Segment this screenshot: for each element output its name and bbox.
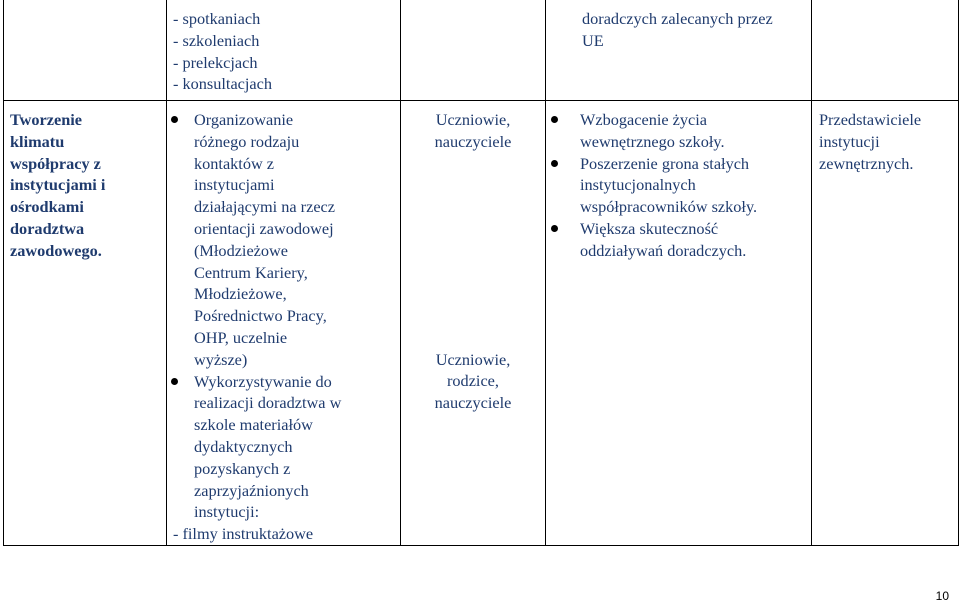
text-line: instytucjami	[194, 175, 275, 195]
text-line: wyższe)	[194, 349, 248, 369]
goal-title-line: Tworzenie	[10, 110, 83, 129]
text-line: różnego rodzaju	[194, 131, 300, 151]
cell-recipients-top	[401, 0, 546, 101]
text-line: - szkoleniach	[173, 30, 260, 50]
text-line: instytucji:	[194, 502, 260, 522]
text-line: - prelekcjach	[173, 52, 258, 72]
text-line: nauczyciele	[434, 393, 512, 413]
list-item	[580, 153, 805, 218]
text-line: rodzice,	[447, 371, 499, 391]
text-line: nauczyciele	[434, 131, 512, 151]
bullet-icon	[551, 116, 558, 123]
table-row-continued	[4, 0, 959, 101]
text-line: działającymi na rzecz	[194, 197, 336, 217]
page-number: 10	[935, 589, 949, 603]
goal-title-line: zawodowego.	[10, 240, 102, 260]
text-line: Wzbogacenie życia	[580, 110, 707, 129]
text-line: dydaktycznych	[194, 436, 293, 456]
cell-recipients	[401, 101, 546, 546]
text-line: OHP, uczelnie	[194, 327, 288, 347]
cell-effects	[546, 101, 812, 546]
text-line: szkole materiałów	[194, 415, 313, 435]
text-line: Uczniowie,	[435, 349, 511, 369]
text-line: zewnętrznych.	[819, 153, 914, 173]
bullet-icon	[551, 225, 558, 232]
text-line: - spotkaniach	[173, 9, 261, 28]
table-row-cooperation	[4, 101, 959, 546]
text-line: (Młodzieżowe	[194, 240, 289, 260]
list-item	[194, 109, 394, 371]
goal-title-line: instytucjami i	[10, 175, 106, 195]
text-line: Poszerzenie grona stałych	[580, 153, 750, 173]
cell-actions	[167, 101, 401, 546]
text-line: Przedstawiciele	[819, 110, 922, 129]
text-line: Uczniowie,	[435, 110, 511, 129]
text-line: Centrum Kariery,	[194, 262, 308, 282]
text-line: kontaktów z	[194, 153, 275, 173]
text-line: Wykorzystywanie do	[194, 371, 332, 391]
text-line: Młodzieżowe,	[194, 284, 287, 304]
cell-goal	[4, 101, 167, 546]
text-line: oddziaływań doradczych.	[580, 240, 747, 260]
plan-table	[3, 0, 959, 546]
list-item	[580, 218, 805, 262]
text-line: instytucji	[819, 131, 880, 151]
list-item	[194, 371, 394, 524]
bullet-icon	[171, 116, 178, 123]
cell-actions-top	[167, 0, 401, 101]
goal-title-line: ośrodkami	[10, 197, 84, 217]
cell-responsible	[812, 101, 959, 546]
list-item	[580, 109, 805, 153]
text-line: pozyskanych z	[194, 458, 291, 478]
goal-title-line: klimatu	[10, 131, 65, 151]
text-line: Pośrednictwo Pracy,	[194, 306, 327, 326]
cell-responsible-top	[812, 0, 959, 101]
text-line: Organizowanie	[194, 110, 294, 129]
goal-title-line: współpracy z	[10, 153, 101, 173]
text-line: współpracowników szkoły.	[580, 197, 758, 217]
text-line: Większa skuteczność	[580, 218, 719, 238]
bullet-icon	[171, 378, 178, 385]
text-line: zaprzyjaźnionych	[194, 480, 309, 500]
text-line: instytucjonalnych	[580, 175, 696, 195]
goal-title-line: doradztwa	[10, 218, 85, 238]
text-line: - filmy instruktażowe	[173, 524, 314, 544]
text-line: - konsultacjach	[173, 74, 273, 94]
text-line: UE	[582, 30, 604, 50]
text-line: orientacji zawodowej	[194, 218, 334, 238]
text-line: doradczych zalecanych przez	[582, 9, 773, 28]
text-line: wewnętrznego szkoły.	[580, 131, 725, 151]
cell-effects-top	[546, 0, 812, 101]
text-line: realizacji doradztwa w	[194, 393, 342, 413]
bullet-icon	[551, 160, 558, 167]
